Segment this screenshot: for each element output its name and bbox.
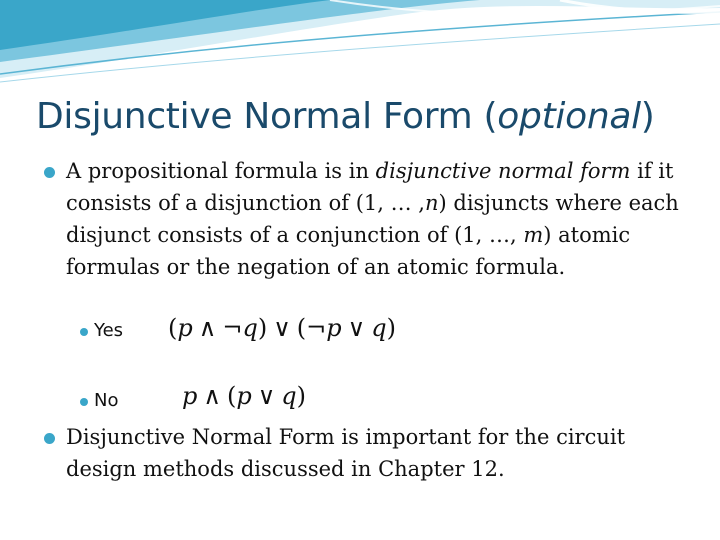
- var-q: q: [242, 314, 258, 342]
- var-p: p: [182, 382, 198, 410]
- and-symbol: ∧: [203, 382, 221, 410]
- var-p: p: [177, 314, 193, 342]
- bullet-1-emphasis-dnf: disjunctive normal form: [375, 159, 631, 183]
- bullet-1-text: [66, 155, 686, 283]
- var-p: p: [236, 382, 252, 410]
- bullet-1-part-2: if it consists of a disjunction of (1, … ,: [66, 159, 674, 215]
- example-yes-formula: [168, 314, 396, 342]
- paren: (: [168, 314, 178, 342]
- or-symbol: ∨: [347, 314, 366, 342]
- or-symbol: ∨: [257, 382, 276, 410]
- bullet-1-var-m: m: [523, 223, 544, 247]
- bullet-1-part-4: ) atomic formulas or the negation of an atomic formula.: [66, 223, 631, 279]
- slide-title-main: Disjunctive Normal Form (: [36, 96, 498, 137]
- header-wave-decoration: [0, 0, 720, 90]
- example-no-label: No: [94, 390, 119, 411]
- sub-bullet-no-marker: [80, 398, 88, 406]
- var-q: q: [371, 314, 387, 342]
- and-symbol: ∧: [198, 314, 217, 342]
- not-symbol: ¬: [306, 314, 327, 342]
- example-yes-label: Yes: [94, 320, 124, 341]
- var-p: p: [326, 314, 342, 342]
- not-symbol: ¬: [222, 314, 243, 342]
- or-symbol: ∨: [273, 314, 291, 342]
- bullet-1-part-3: ) disjuncts where each disjunct consists of a conjunction of (1, …,: [66, 191, 679, 247]
- bullet-2-marker: [44, 433, 55, 444]
- paren: ): [296, 382, 307, 410]
- paren: ): [257, 314, 268, 342]
- bullet-2-text: Disjunctive Normal Form is important for the circuit design methods discussed in Chapter 12.: [66, 425, 626, 481]
- paren: (: [226, 382, 237, 410]
- slide-title-close: ): [640, 96, 655, 137]
- sub-bullet-yes-marker: [80, 328, 88, 336]
- paren: ): [386, 314, 396, 342]
- paren: (: [296, 314, 307, 342]
- var-q: q: [281, 382, 297, 410]
- example-no-formula: [182, 382, 306, 410]
- bullet-1-marker: [44, 167, 55, 178]
- slide-title: [36, 96, 655, 137]
- slide-title-italic: optional: [497, 96, 641, 137]
- bullet-1-var-n: n: [424, 191, 439, 215]
- bullet-1-part-1: A propositional formula is in: [66, 159, 376, 183]
